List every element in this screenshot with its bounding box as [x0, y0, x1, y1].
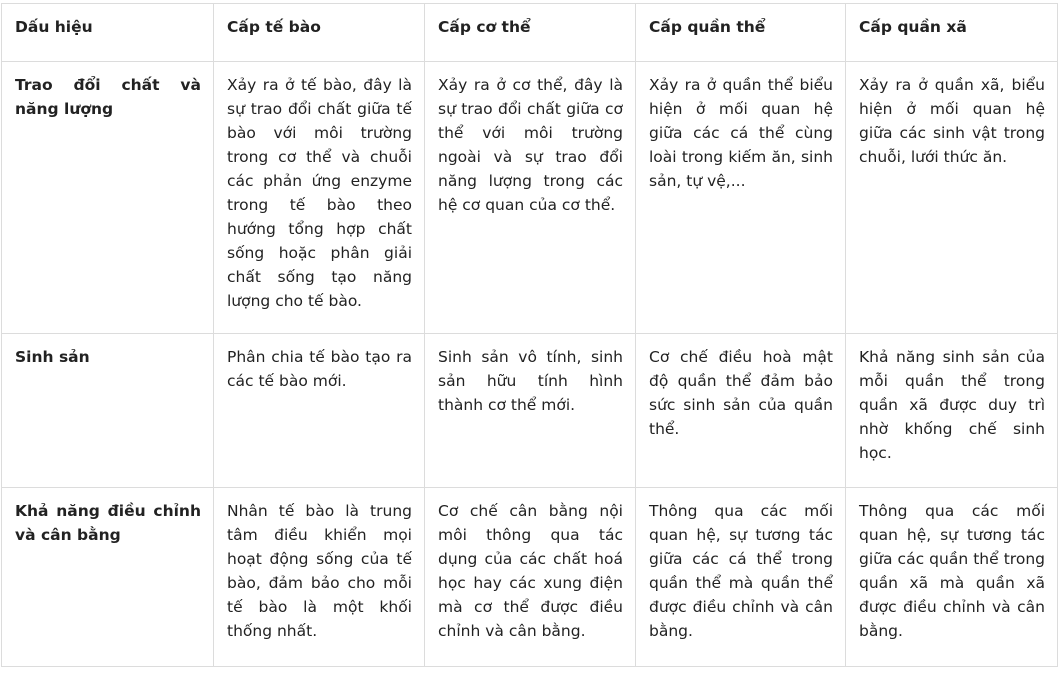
table-cell: Xảy ra ở cơ thể, đây là sự trao đổi chất giữa cơ thể với môi trường ngoài và sự trao đổi năng lượng trong các hệ cơ quan của cơ thể.	[425, 62, 636, 334]
row-label: Trao đổi chất và năng lượng	[2, 62, 214, 334]
comparison-table	[1, 3, 1058, 667]
table-cell: Xảy ra ở quần thể biểu hiện ở mối quan hệ giữa các cá thể cùng loài trong kiếm ăn, sinh sản, tự vệ,...	[636, 62, 846, 334]
table-cell: Sinh sản vô tính, sinh sản hữu tính hình thành cơ thể mới.	[425, 334, 636, 488]
header-organism-level: Cấp cơ thể	[425, 4, 636, 62]
header-population-level: Cấp quần thể	[636, 4, 846, 62]
table-cell: Nhân tế bào là trung tâm điều khiển mọi hoạt động sống của tế bào, đảm bảo cho mỗi tế bào là một khối thống nhất.	[214, 488, 425, 667]
table-row	[2, 334, 1058, 488]
table-row	[2, 488, 1058, 667]
header-sign: Dấu hiệu	[2, 4, 214, 62]
table-cell: Xảy ra ở tế bào, đây là sự trao đổi chất giữa tế bào với môi trường trong cơ thể và chuỗi các phản ứng enzyme trong tế bào theo hướng tổng hợp chất sống hoặc phân giải chất sống tạo năng lượng cho tế bào.	[214, 62, 425, 334]
table-cell: Thông qua các mối quan hệ, sự tương tác giữa các quần thể trong quần xã mà quần xã được điều chỉnh và cân bằng.	[846, 488, 1058, 667]
row-label: Khả năng điều chỉnh và cân bằng	[2, 488, 214, 667]
table-row	[2, 62, 1058, 334]
header-community-level: Cấp quần xã	[846, 4, 1058, 62]
table-cell: Phân chia tế bào tạo ra các tế bào mới.	[214, 334, 425, 488]
table-cell: Thông qua các mối quan hệ, sự tương tác giữa các cá thể trong quần thể mà quần thể được điều chỉnh và cân bằng.	[636, 488, 846, 667]
row-label: Sinh sản	[2, 334, 214, 488]
table-cell: Cơ chế cân bằng nội môi thông qua tác dụng của các chất hoá học hay các xung điện mà cơ thể được điều chỉnh và cân bằng.	[425, 488, 636, 667]
table-cell: Xảy ra ở quần xã, biểu hiện ở mối quan hệ giữa các sinh vật trong chuỗi, lưới thức ăn.	[846, 62, 1058, 334]
table-cell: Khả năng sinh sản của mỗi quần thể trong quần xã được duy trì nhờ khống chế sinh học.	[846, 334, 1058, 488]
header-cell-level: Cấp tế bào	[214, 4, 425, 62]
table-cell: Cơ chế điều hoà mật độ quần thể đảm bảo sức sinh sản của quần thể.	[636, 334, 846, 488]
header-row	[2, 4, 1058, 62]
